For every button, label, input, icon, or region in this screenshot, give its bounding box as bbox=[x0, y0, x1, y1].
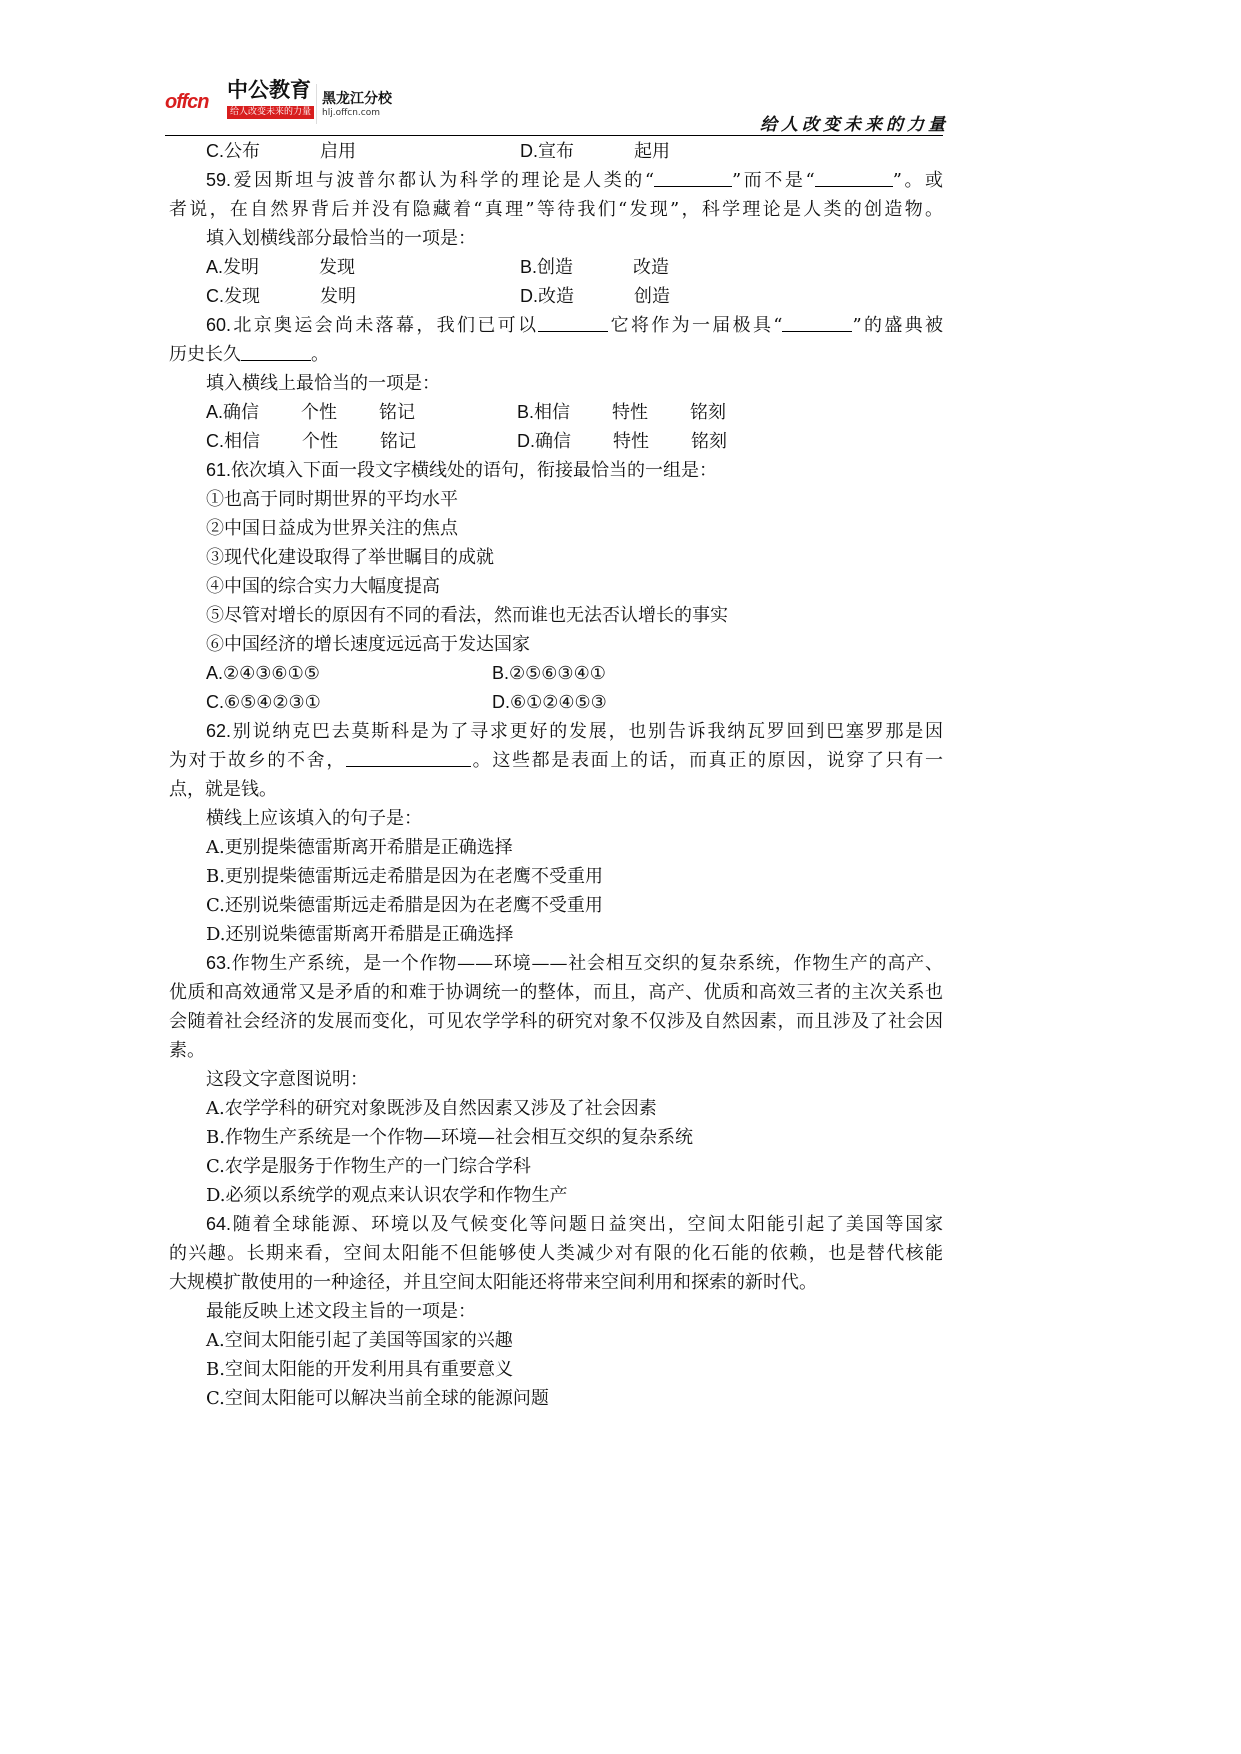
text-segment: A.农学学科的研究对象既涉及自然因素又涉及了社会因素 bbox=[206, 1098, 657, 1119]
text-line bbox=[169, 1152, 943, 1181]
text-line bbox=[169, 833, 943, 862]
text-segment: 素。 bbox=[169, 1040, 205, 1061]
branch-name: 黑龙江分校 bbox=[322, 91, 392, 107]
text-segment: A.空间太阳能引起了美国等国家的兴趣 bbox=[206, 1330, 513, 1351]
text-segment: 爱因斯坦与波普尔都认为科学的理论是人类的“ bbox=[231, 170, 655, 191]
text-segment: 横线上应该填入的句子是： bbox=[206, 808, 422, 829]
option-label: A. bbox=[206, 663, 224, 683]
answer-blank bbox=[654, 168, 732, 187]
text-line bbox=[169, 1326, 943, 1355]
site-url: hlj.offcn.com bbox=[322, 108, 381, 118]
text-line bbox=[169, 891, 943, 920]
text-line bbox=[169, 485, 943, 514]
text-segment: 填入划横线部分最恰当的一项是： bbox=[206, 228, 476, 249]
answer-option bbox=[492, 659, 606, 688]
answer-option bbox=[492, 688, 607, 717]
answer-blank bbox=[538, 313, 608, 332]
text-segment: 填入横线上最恰当的一项是： bbox=[206, 373, 440, 394]
slogan: 给人改变未来的力量 bbox=[760, 115, 949, 135]
text-line bbox=[169, 746, 943, 775]
text-segment: ①也高于同时期世界的平均水平 bbox=[206, 489, 458, 510]
text-line bbox=[169, 659, 943, 688]
text-line bbox=[169, 282, 943, 311]
answer-option bbox=[520, 282, 670, 311]
option-label: D. bbox=[517, 431, 535, 451]
option-word: 发现 bbox=[319, 257, 356, 278]
option-label: A. bbox=[206, 402, 224, 422]
text-segment: A.更别提柴德雷斯离开希腊是正确选择 bbox=[206, 837, 513, 858]
text-segment: 依次填入下面一段文字横线处的语句，衔接最恰当的一组是： bbox=[231, 460, 718, 481]
option-word: 铭记 bbox=[380, 431, 416, 452]
option-word: 起用 bbox=[634, 141, 670, 162]
option-label: C. bbox=[206, 141, 224, 161]
document-body bbox=[169, 137, 943, 1413]
answer-blank bbox=[346, 748, 471, 767]
question-number: 60. bbox=[206, 315, 232, 335]
answer-option bbox=[517, 398, 726, 427]
text-line bbox=[169, 949, 943, 978]
question-number: 59. bbox=[206, 170, 232, 190]
option-word: ②⑤⑥③④① bbox=[509, 663, 606, 684]
answer-option bbox=[206, 137, 356, 166]
text-segment: B.更别提柴德雷斯远走希腊是因为在老鹰不受重用 bbox=[206, 866, 603, 887]
text-line bbox=[169, 804, 943, 833]
option-word: 铭刻 bbox=[690, 402, 727, 423]
text-segment: 随着全球能源、环境以及气候变化等问题日益突出，空间太阳能引起了美国等国家 bbox=[231, 1214, 943, 1235]
text-line bbox=[169, 1007, 943, 1036]
text-line bbox=[169, 601, 943, 630]
answer-option bbox=[206, 282, 356, 311]
option-label: C. bbox=[206, 286, 224, 306]
text-segment: D.必须以系统学的观点来认识农学和作物生产 bbox=[206, 1185, 568, 1206]
text-line bbox=[169, 1123, 943, 1152]
option-word: ②④③⑥①⑤ bbox=[223, 663, 320, 684]
answer-option bbox=[520, 253, 669, 282]
text-line bbox=[169, 427, 943, 456]
text-segment: 点，就是钱。 bbox=[169, 779, 277, 800]
text-segment: ④中国的综合实力大幅度提高 bbox=[206, 576, 440, 597]
text-line bbox=[169, 398, 943, 427]
text-segment: ⑥中国经济的增长速度远远高于发达国家 bbox=[206, 634, 530, 655]
option-label: B. bbox=[517, 402, 535, 422]
text-segment: B.作物生产系统是一个作物—环境—社会相互交织的复杂系统 bbox=[206, 1127, 693, 1148]
logo-name: 中公教育 bbox=[227, 78, 311, 102]
text-segment: 为对于故乡的不舍， bbox=[169, 750, 346, 771]
answer-blank bbox=[241, 342, 311, 361]
text-segment: ②中国日益成为世界关注的焦点 bbox=[206, 518, 458, 539]
option-word: 发明 bbox=[320, 286, 356, 307]
text-line bbox=[169, 195, 943, 224]
answer-option bbox=[206, 688, 321, 717]
text-line bbox=[169, 572, 943, 601]
logo-script: offcn bbox=[165, 91, 209, 113]
option-word: 铭记 bbox=[379, 402, 416, 423]
option-word: 相信 bbox=[534, 402, 571, 423]
option-word: ⑥⑤④②③① bbox=[224, 692, 321, 713]
text-segment: 别说纳克巴去莫斯科是为了寻求更好的发展，也别告诉我纳瓦罗回到巴塞罗那是因 bbox=[231, 721, 943, 742]
answer-option bbox=[520, 137, 670, 166]
option-label: B. bbox=[520, 257, 538, 277]
text-line bbox=[169, 224, 943, 253]
text-segment: ③现代化建设取得了举世瞩目的成就 bbox=[206, 547, 494, 568]
option-label: D. bbox=[520, 141, 538, 161]
answer-blank bbox=[815, 168, 893, 187]
option-word: 启用 bbox=[320, 141, 356, 162]
option-word: 特性 bbox=[612, 402, 649, 423]
option-word: 相信 bbox=[224, 431, 260, 452]
header-rule bbox=[165, 135, 943, 136]
option-label: A. bbox=[206, 257, 224, 277]
text-segment: 优质和高效通常又是矛盾的和难于协调统一的整体，而且，高产、优质和高效三者的主次关系也 bbox=[169, 982, 943, 1003]
text-segment: 北京奥运会尚未落幕，我们已可以 bbox=[231, 315, 539, 336]
option-word: 发明 bbox=[223, 257, 260, 278]
answer-option bbox=[517, 427, 727, 456]
text-line bbox=[169, 1094, 943, 1123]
text-line bbox=[169, 1355, 943, 1384]
text-line bbox=[169, 340, 943, 369]
logo-divider bbox=[316, 84, 317, 124]
text-line bbox=[169, 1065, 943, 1094]
option-word: 发现 bbox=[224, 286, 260, 307]
text-segment: C.农学是服务于作物生产的一门综合学科 bbox=[206, 1156, 531, 1177]
text-line bbox=[169, 137, 943, 166]
text-line bbox=[169, 1036, 943, 1065]
text-segment: ”的盛典被 bbox=[852, 315, 944, 336]
text-line bbox=[169, 775, 943, 804]
text-line bbox=[169, 543, 943, 572]
text-segment: ”。或 bbox=[892, 170, 944, 191]
option-word: 公布 bbox=[224, 141, 260, 162]
text-line bbox=[169, 1239, 943, 1268]
text-segment: B.空间太阳能的开发利用具有重要意义 bbox=[206, 1359, 513, 1380]
answer-blank bbox=[782, 313, 852, 332]
text-segment: ”而不是“ bbox=[732, 170, 815, 191]
text-line bbox=[169, 1297, 943, 1326]
text-segment: 的兴趣。长期来看，空间太阳能不但能够使人类减少对有限的化石能的依赖，也是替代核能 bbox=[169, 1243, 943, 1264]
answer-option bbox=[206, 398, 415, 427]
option-label: B. bbox=[492, 663, 510, 683]
text-line bbox=[169, 456, 943, 485]
text-line bbox=[169, 514, 943, 543]
option-word: 铭刻 bbox=[691, 431, 727, 452]
offcn-logo bbox=[165, 80, 315, 124]
option-word: 创造 bbox=[634, 286, 670, 307]
text-segment: 大规模扩散使用的一种途径，并且空间太阳能还将带来空间利用和探索的新时代。 bbox=[169, 1272, 817, 1293]
answer-option bbox=[206, 253, 355, 282]
text-line bbox=[169, 688, 943, 717]
text-line bbox=[169, 1384, 943, 1413]
option-word: 改造 bbox=[633, 257, 670, 278]
option-word: 宣布 bbox=[538, 141, 574, 162]
text-segment: C.还别说柴德雷斯远走希腊是因为在老鹰不受重用 bbox=[206, 895, 603, 916]
logo-tagline: 给人改变未来的力量 bbox=[227, 106, 314, 119]
option-label: C. bbox=[206, 692, 224, 712]
option-label: D. bbox=[520, 286, 538, 306]
text-segment: D.还别说柴德雷斯离开希腊是正确选择 bbox=[206, 924, 514, 945]
question-number: 64. bbox=[206, 1214, 232, 1234]
text-line bbox=[169, 862, 943, 891]
text-segment: 最能反映上述文段主旨的一项是： bbox=[206, 1301, 476, 1322]
answer-option bbox=[206, 659, 320, 688]
option-label: D. bbox=[492, 692, 510, 712]
text-segment: 它将作为一届极具“ bbox=[608, 315, 783, 336]
text-line bbox=[169, 1210, 943, 1239]
option-word: 确信 bbox=[223, 402, 260, 423]
text-segment: 。 bbox=[311, 344, 329, 365]
answer-option bbox=[206, 427, 416, 456]
option-word: 个性 bbox=[301, 402, 338, 423]
text-line bbox=[169, 630, 943, 659]
question-number: 63. bbox=[206, 953, 232, 973]
text-segment: C.空间太阳能可以解决当前全球的能源问题 bbox=[206, 1388, 549, 1409]
text-line bbox=[169, 717, 943, 746]
text-line bbox=[169, 369, 943, 398]
option-label: C. bbox=[206, 431, 224, 451]
text-line bbox=[169, 166, 943, 195]
option-word: 创造 bbox=[537, 257, 574, 278]
text-segment: 者说，在自然界背后并没有隐藏着“真理”等待我们“发现”，科学理论是人类的创造物。 bbox=[169, 199, 943, 220]
text-segment: 。这些都是表面上的话，而真正的原因，说穿了只有一 bbox=[471, 750, 943, 771]
text-segment: 历史长久 bbox=[169, 344, 241, 365]
text-line bbox=[169, 253, 943, 282]
text-segment: 作物生产系统，是一个作物——环境——社会相互交织的复杂系统，作物生产的高产、 bbox=[231, 953, 943, 974]
option-word: 特性 bbox=[613, 431, 649, 452]
question-number: 62. bbox=[206, 721, 232, 741]
text-line bbox=[169, 311, 943, 340]
text-segment: 这段文字意图说明： bbox=[206, 1069, 368, 1090]
text-segment: ⑤尽管对增长的原因有不同的看法，然而谁也无法否认增长的事实 bbox=[206, 605, 728, 626]
text-line bbox=[169, 920, 943, 949]
option-word: 确信 bbox=[535, 431, 571, 452]
question-number: 61. bbox=[206, 460, 232, 480]
text-line bbox=[169, 978, 943, 1007]
text-segment: 会随着社会经济的发展而变化，可见农学学科的研究对象不仅涉及自然因素，而且涉及了社会因 bbox=[169, 1011, 943, 1032]
option-word: 个性 bbox=[302, 431, 338, 452]
option-word: 改造 bbox=[538, 286, 574, 307]
option-word: ⑥①②④⑤③ bbox=[510, 692, 607, 713]
text-line bbox=[169, 1181, 943, 1210]
text-line bbox=[169, 1268, 943, 1297]
